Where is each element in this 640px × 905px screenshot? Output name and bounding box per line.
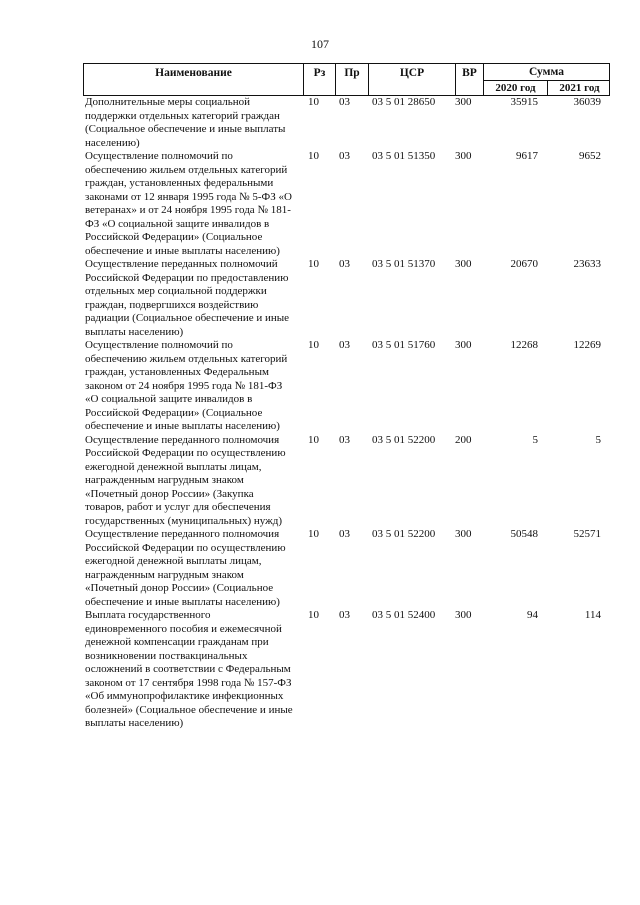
row-name: Дополнительные меры социальной поддержки отдельных категорий граждан (Социальное обеспечение и иные выплаты населению) <box>85 96 286 149</box>
table-row <box>83 150 610 258</box>
row-rz: 10 <box>308 258 319 270</box>
row-vr: 300 <box>455 528 472 540</box>
row-sum-2020: 35915 <box>510 96 538 108</box>
row-sum-2020: 9617 <box>516 150 538 162</box>
row-csr: 03 5 01 52200 <box>372 528 436 540</box>
row-pr: 03 <box>339 150 350 162</box>
header-pr: Пр <box>335 64 368 95</box>
table-row <box>83 339 610 434</box>
row-vr: 300 <box>455 339 472 351</box>
row-sum-2021: 23633 <box>573 258 601 270</box>
row-pr: 03 <box>339 258 350 270</box>
row-name: Осуществление переданного полномочия Российской Федерации по осуществлению ежегодной денежной выплаты лицам, награжденным нагрудным знаком «Почетный донор России» (Закупка товаров, работ и услуг для обеспечения государственных (муниципальных) нужд) <box>85 433 286 527</box>
row-sum-2020: 94 <box>527 609 538 621</box>
row-sum-2021: 52571 <box>573 528 601 540</box>
row-name: Осуществление переданного полномочия Российской Федерации по осуществлению ежегодной денежной выплаты лицам, награжденным нагрудным знаком «Почетный донор России» (Социальное обеспечение и иные выплаты населению) <box>85 528 286 608</box>
row-vr: 300 <box>455 258 472 270</box>
row-csr: 03 5 01 28650 <box>372 96 436 108</box>
row-csr: 03 5 01 52200 <box>372 433 436 446</box>
row-pr: 03 <box>339 609 350 621</box>
row-pr: 03 <box>339 528 350 540</box>
row-sum-2020: 12268 <box>510 339 538 351</box>
row-vr: 300 <box>455 609 472 621</box>
row-name: Выплата государственного единовременного пособия и ежемесячной денежной компенсации гражданам при возникновении поствакцинальных осложнений в соответствии с Федеральным законом от 17 сентября 1998 года № 157-ФЗ «Об иммунопрофилактике инфекционных болезней» (Социальное обеспечение и иные выплаты населению) <box>85 609 293 729</box>
row-vr: 300 <box>455 96 472 108</box>
row-rz: 10 <box>308 528 319 540</box>
header-year-2020: 2020 год <box>495 82 536 94</box>
row-vr: 300 <box>455 150 472 162</box>
row-pr: 03 <box>339 433 350 446</box>
row-sum-2020: 20670 <box>510 258 538 270</box>
row-name: Осуществление полномочий по обеспечению жильем отдельных категорий граждан, установленных Федеральным законом от 24 ноября 1995 года № 181-ФЗ «О социальной защите инвалидов в Российской Федерации» (Социальное обеспечение и иные выплаты населению) <box>85 339 288 432</box>
row-name: Осуществление переданных полномочий Российской Федерации по предоставлению отдельных мер социальной поддержки граждан, подвергшихся воздействию радиации (Социальное обеспечение и иные выплаты населению) <box>85 258 290 338</box>
page-number: 107 <box>311 37 329 51</box>
row-csr: 03 5 01 51350 <box>372 150 436 162</box>
header-year-2021: 2021 год <box>547 81 611 96</box>
row-rz: 10 <box>308 339 319 351</box>
row-csr: 03 5 01 51370 <box>372 258 436 270</box>
row-pr: 03 <box>339 339 350 351</box>
row-pr: 03 <box>339 96 350 108</box>
header-name: Наименование <box>155 67 232 79</box>
table-header <box>83 63 610 96</box>
table-row <box>83 96 610 150</box>
row-rz: 10 <box>308 609 319 621</box>
header-sum <box>483 64 609 95</box>
table-row <box>83 609 610 731</box>
row-sum-2020: 5 <box>532 433 538 446</box>
row-sum-2020: 50548 <box>510 528 538 540</box>
header-rz: Рз <box>303 64 335 95</box>
row-rz: 10 <box>308 150 319 162</box>
row-sum-2021: 12269 <box>573 339 601 351</box>
table-body <box>83 96 610 731</box>
row-sum-2021: 114 <box>584 609 601 621</box>
row-vr: 200 <box>455 433 472 446</box>
table-row <box>83 434 610 529</box>
header-sum-title: Сумма <box>484 64 609 81</box>
row-rz: 10 <box>308 96 319 108</box>
header-vr: ВР <box>455 64 483 95</box>
row-sum-2021: 5 <box>595 433 601 446</box>
header-csr: ЦСР <box>368 64 455 95</box>
row-rz: 10 <box>308 433 319 446</box>
row-csr: 03 5 01 51760 <box>372 339 436 351</box>
row-csr: 03 5 01 52400 <box>372 609 436 621</box>
table-row <box>83 258 610 339</box>
row-sum-2021: 36039 <box>573 96 601 108</box>
row-name: Осуществление полномочий по обеспечению жильем отдельных категорий граждан, установленных федеральными законами от 12 января 1995 года № 5-ФЗ «О ветеранах» и от 24 ноября 1995 года № 181-ФЗ «О социальной защите инвалидов в Российской Федерации» (Социальное обеспечение и иные выплаты населению) <box>85 150 292 257</box>
table-row <box>83 528 610 609</box>
row-sum-2021: 9652 <box>579 150 601 162</box>
